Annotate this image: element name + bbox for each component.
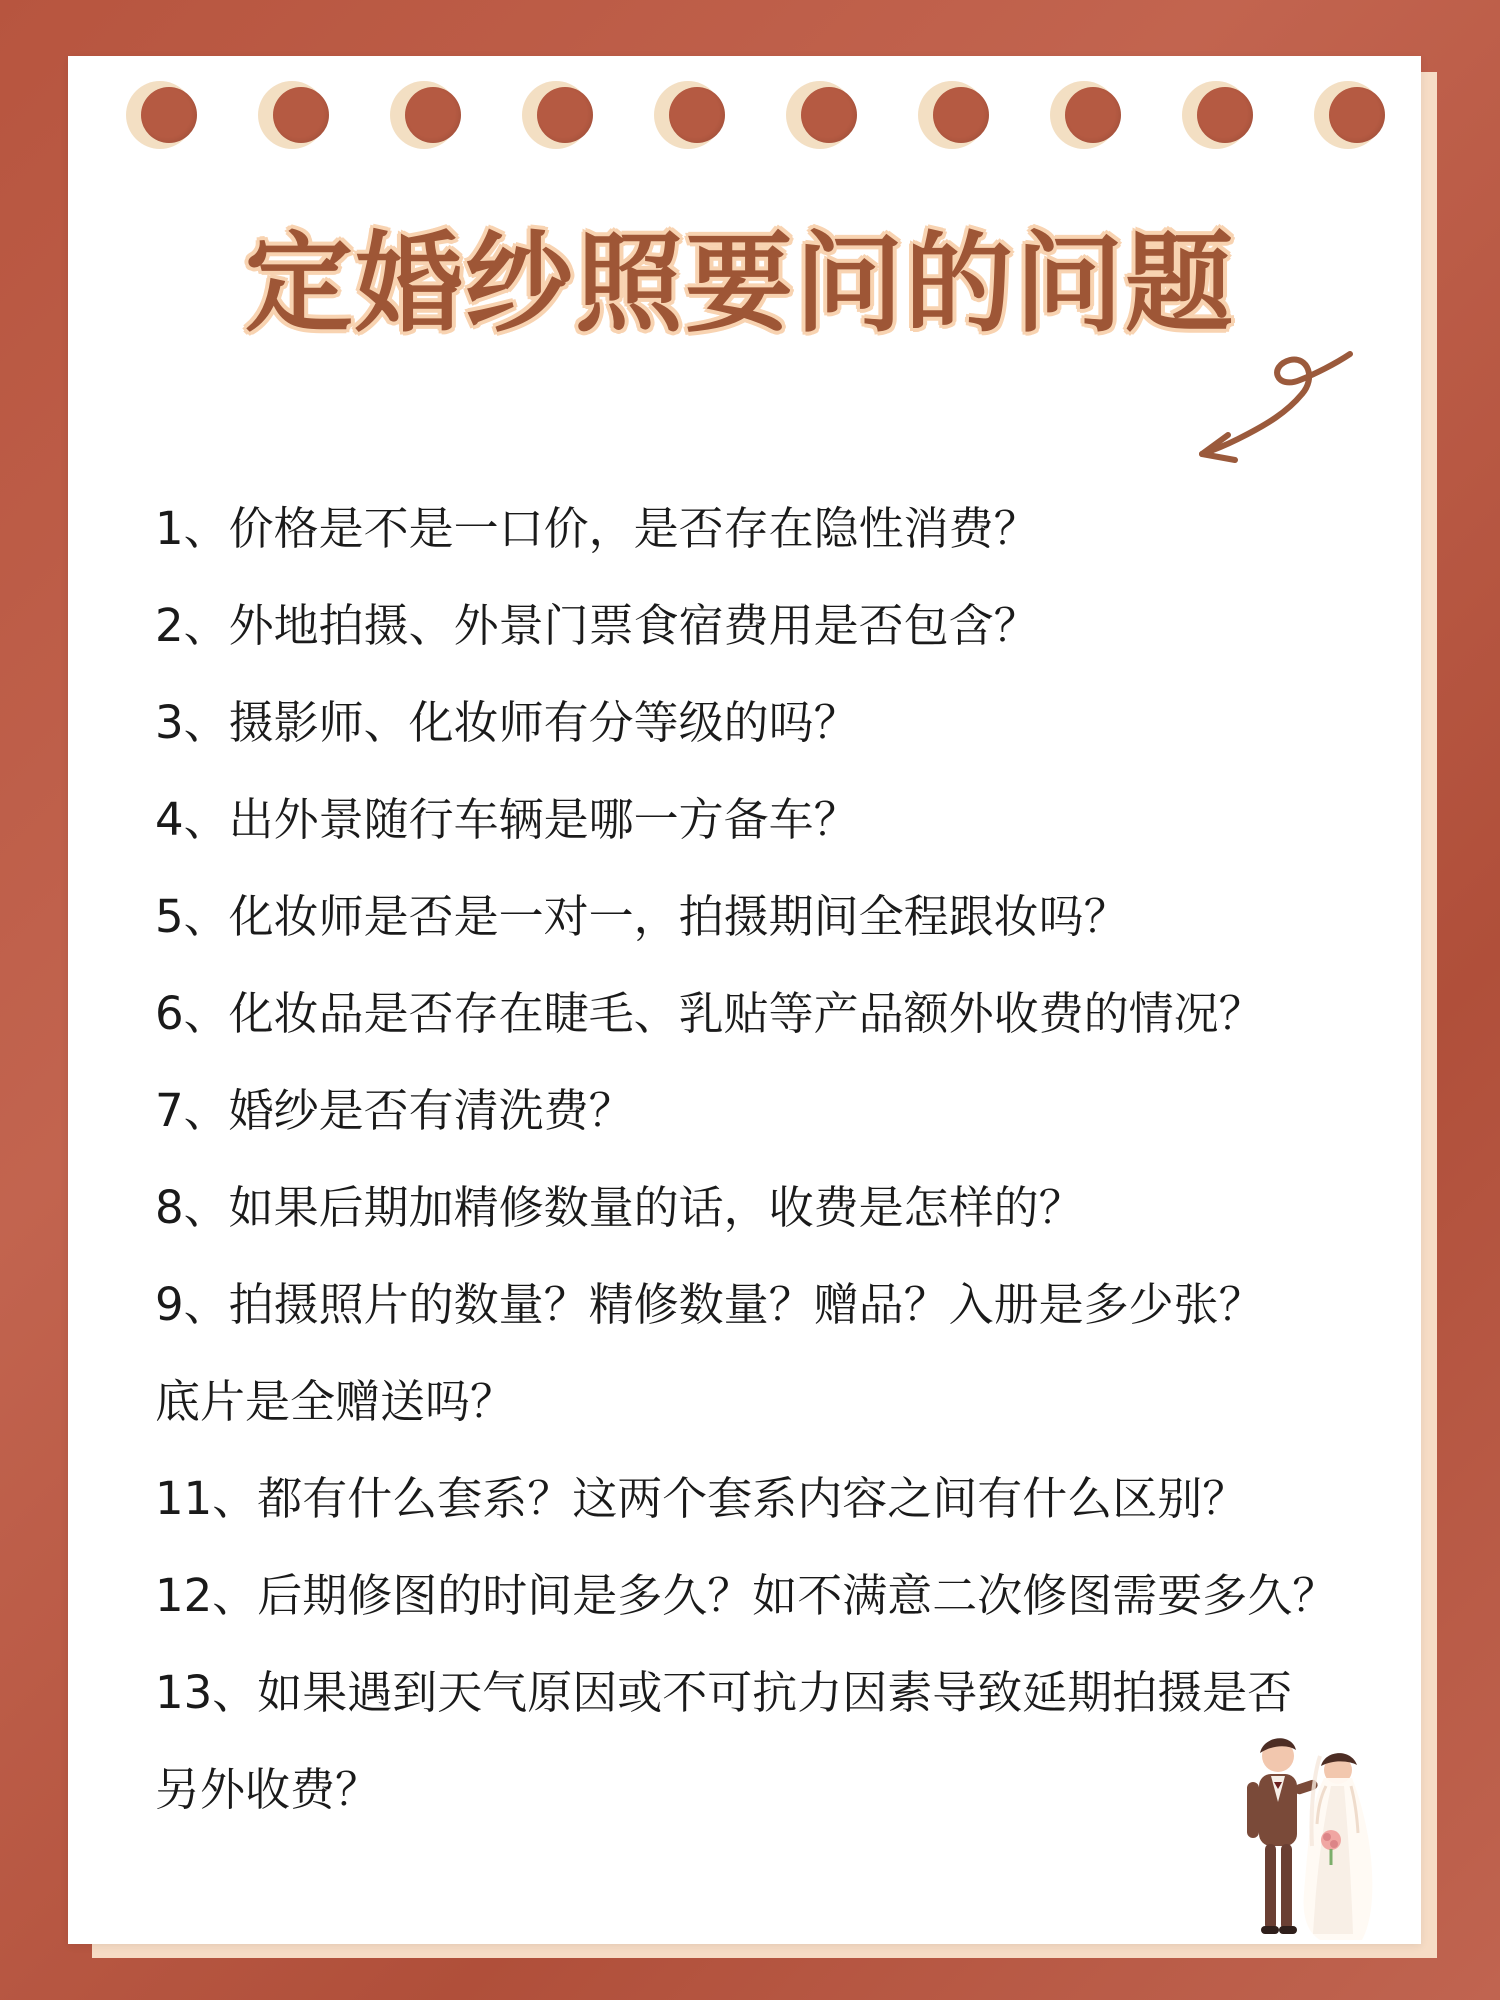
ring-icon	[933, 87, 989, 143]
ring-icon	[801, 87, 857, 143]
ring-icon	[141, 87, 197, 143]
question-item-13: 13、如果遇到天气原因或不可抗力因素导致延期拍摄是否	[155, 1666, 1293, 1719]
wedding-couple-illustration	[1230, 1728, 1390, 1948]
question-item-5: 5、化妆师是否是一对一，拍摄期间全程跟妆吗？	[155, 890, 1129, 943]
question-item-8: 8、如果后期加精修数量的话，收费是怎样的？	[155, 1181, 1084, 1234]
question-item-9-continued: 底片是全赠送吗？	[155, 1375, 516, 1428]
question-item-4: 4、出外景随行车辆是哪一方备车？	[155, 793, 859, 846]
ring-icon	[273, 87, 329, 143]
question-item-7: 7、婚纱是否有清洗费？	[155, 1084, 634, 1137]
question-item-12: 12、后期修图的时间是多久？如不满意二次修图需要多久？	[155, 1569, 1338, 1622]
question-item-6: 6、化妆品是否存在睫毛、乳贴等产品额外收费的情况？	[155, 987, 1264, 1040]
ring-icon	[537, 87, 593, 143]
question-item-11: 11、都有什么套系？这两个套系内容之间有什么区别？	[155, 1472, 1248, 1525]
ring-icon	[669, 87, 725, 143]
question-item-2: 2、外地拍摄、外景门票食宿费用是否包含？	[155, 599, 1039, 652]
curly-arrow-icon	[1180, 336, 1370, 486]
question-list	[155, 480, 1365, 1838]
ring-icon	[1197, 87, 1253, 143]
ring-icon	[1329, 87, 1385, 143]
ring-icon	[1065, 87, 1121, 143]
question-item-9: 9、拍摄照片的数量？精修数量？赠品？入册是多少张？	[155, 1278, 1264, 1331]
ring-icon	[405, 87, 461, 143]
question-item-3: 3、摄影师、化妆师有分等级的吗？	[155, 696, 859, 749]
question-item-1: 1、价格是不是一口价，是否存在隐性消费？	[155, 502, 1039, 555]
question-item-13-continued: 另外收费？	[155, 1763, 381, 1816]
page-title: 定婚纱照要问的问题	[244, 222, 1235, 347]
